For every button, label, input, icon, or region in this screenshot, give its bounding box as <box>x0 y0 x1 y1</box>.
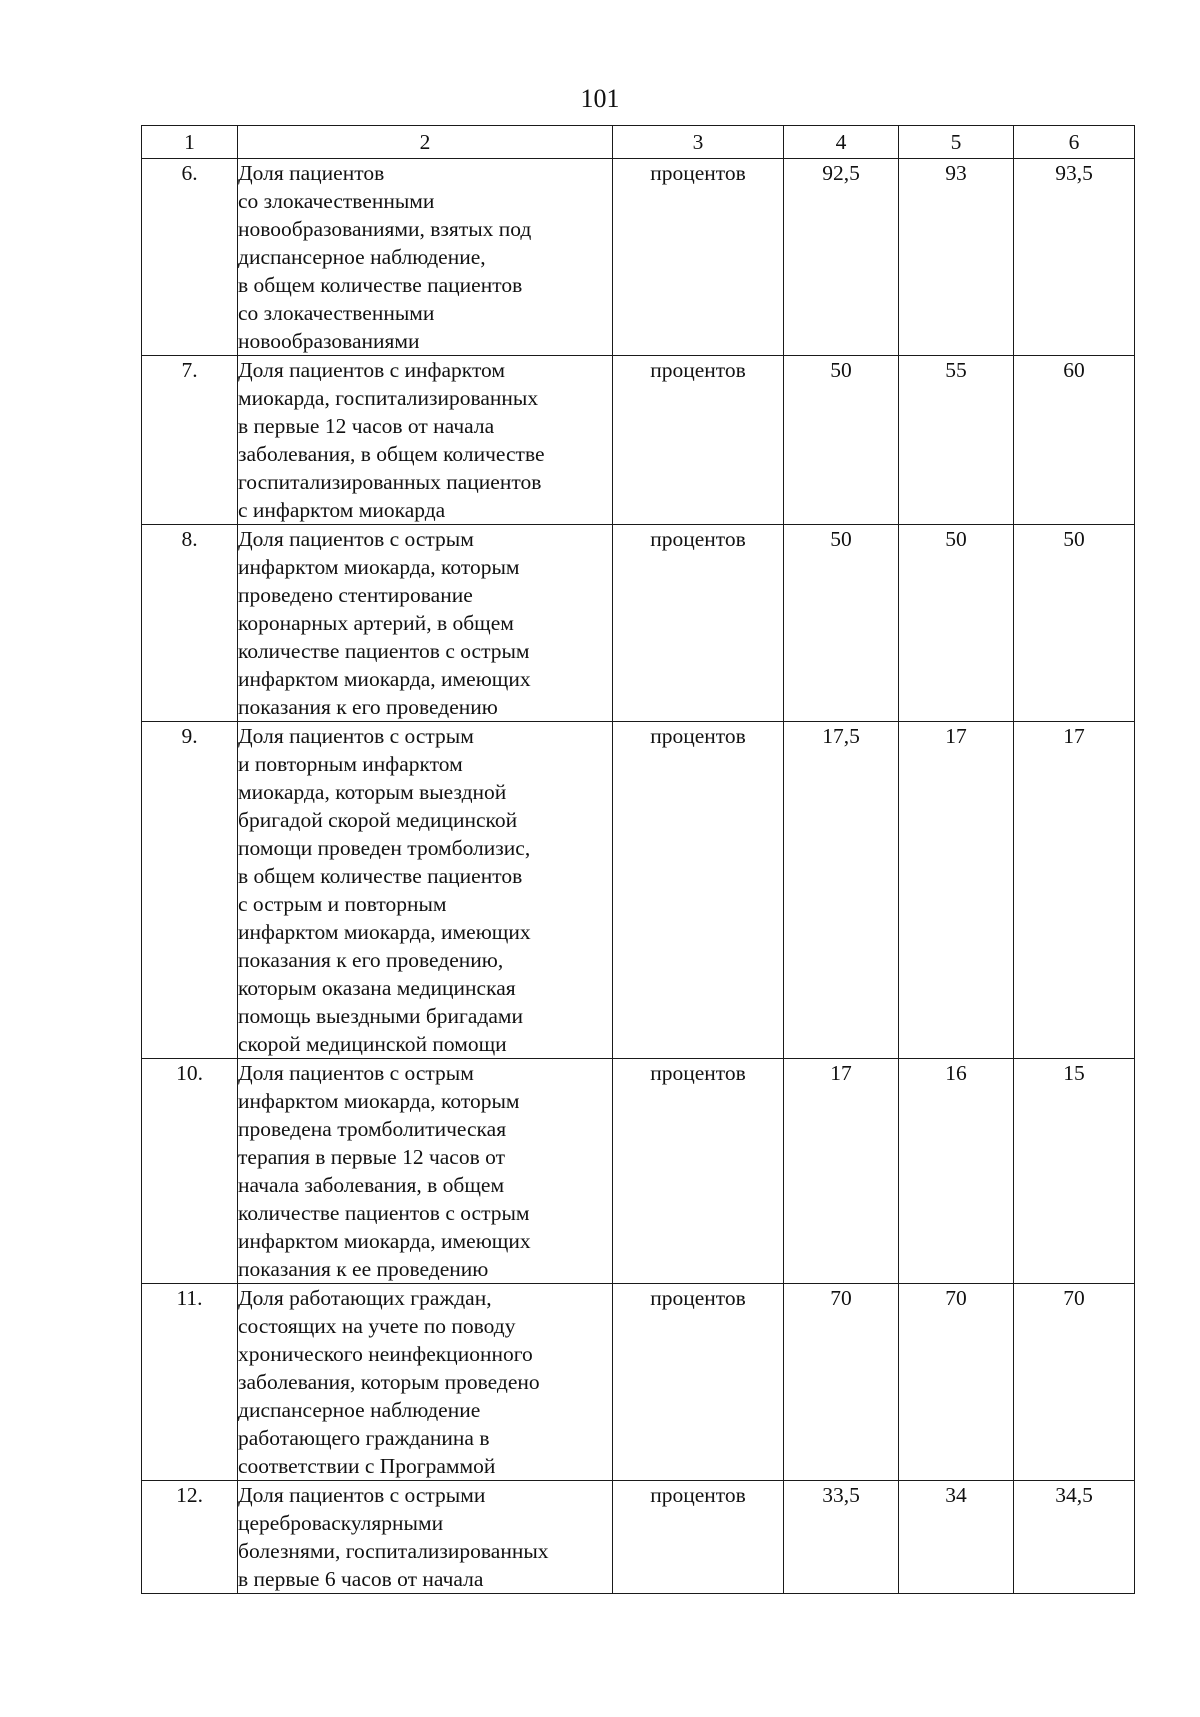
value-col4: 50 <box>784 356 899 525</box>
value-col6: 93,5 <box>1014 159 1135 356</box>
column-header: 6 <box>1014 126 1135 159</box>
table-row <box>142 1059 1135 1284</box>
table-header-row <box>142 126 1135 159</box>
unit-cell: процентов <box>613 525 784 722</box>
value-col6: 70 <box>1014 1284 1135 1481</box>
value-col4: 17,5 <box>784 722 899 1059</box>
indicator-description: Доля пациентов с инфарктом миокарда, госпитализированных в первые 12 часов от начала заболевания, в общем количестве госпитализированных пациентов с инфарктом миокарда <box>238 356 613 525</box>
value-col4: 17 <box>784 1059 899 1284</box>
value-col6: 17 <box>1014 722 1135 1059</box>
value-col4: 92,5 <box>784 159 899 356</box>
indicator-description: Доля работающих граждан, состоящих на учете по поводу хронического неинфекционного заболевания, которым проведено диспансерное наблюдение работающего гражданина в соответствии с Программой <box>238 1284 613 1481</box>
value-col6: 50 <box>1014 525 1135 722</box>
row-number: 12. <box>142 1481 238 1594</box>
unit-cell: процентов <box>613 1284 784 1481</box>
row-number: 6. <box>142 159 238 356</box>
indicator-description: Доля пациентов с острым инфарктом миокарда, которым проведено стентирование коронарных артерий, в общем количестве пациентов с острым инфарктом миокарда, имеющих показания к его проведению <box>238 525 613 722</box>
unit-cell: процентов <box>613 356 784 525</box>
row-number: 9. <box>142 722 238 1059</box>
indicator-description: Доля пациентов с острыми цереброваскулярными болезнями, госпитализированных в первые 6 часов от начала <box>238 1481 613 1594</box>
column-header: 1 <box>142 126 238 159</box>
value-col5: 55 <box>899 356 1014 525</box>
value-col6: 15 <box>1014 1059 1135 1284</box>
table-row <box>142 1284 1135 1481</box>
row-number: 10. <box>142 1059 238 1284</box>
unit-cell: процентов <box>613 1059 784 1284</box>
value-col5: 70 <box>899 1284 1014 1481</box>
table-row <box>142 722 1135 1059</box>
table-row <box>142 525 1135 722</box>
value-col5: 50 <box>899 525 1014 722</box>
indicators-table <box>141 125 1135 1594</box>
value-col6: 60 <box>1014 356 1135 525</box>
page-number: 101 <box>580 84 620 113</box>
column-header: 5 <box>899 126 1014 159</box>
column-header: 4 <box>784 126 899 159</box>
unit-cell: процентов <box>613 1481 784 1594</box>
indicator-description: Доля пациентов с острым инфарктом миокарда, которым проведена тромболитическая терапия в первые 12 часов от начала заболевания, в общем количестве пациентов с острым инфарктом миокарда, имеющих показания к ее проведению <box>238 1059 613 1284</box>
table-row <box>142 356 1135 525</box>
value-col5: 34 <box>899 1481 1014 1594</box>
indicator-description: Доля пациентов со злокачественными новообразованиями, взятых под диспансерное наблюдение, в общем количестве пациентов со злокачественными новообразованиями <box>238 159 613 356</box>
value-col6: 34,5 <box>1014 1481 1135 1594</box>
value-col4: 33,5 <box>784 1481 899 1594</box>
row-number: 11. <box>142 1284 238 1481</box>
row-number: 7. <box>142 356 238 525</box>
value-col4: 50 <box>784 525 899 722</box>
value-col5: 93 <box>899 159 1014 356</box>
indicator-description: Доля пациентов с острым и повторным инфарктом миокарда, которым выездной бригадой скорой медицинской помощи проведен тромболизис, в общем количестве пациентов с острым и повторным инфарктом миокарда, имеющих показания к его проведению, которым оказана медицинская помощь выездными бригадами скорой медицинской помощи <box>238 722 613 1059</box>
value-col4: 70 <box>784 1284 899 1481</box>
unit-cell: процентов <box>613 722 784 1059</box>
value-col5: 17 <box>899 722 1014 1059</box>
table-row <box>142 1481 1135 1594</box>
column-header: 2 <box>238 126 613 159</box>
value-col5: 16 <box>899 1059 1014 1284</box>
column-header: 3 <box>613 126 784 159</box>
unit-cell: процентов <box>613 159 784 356</box>
row-number: 8. <box>142 525 238 722</box>
table-row <box>142 159 1135 356</box>
